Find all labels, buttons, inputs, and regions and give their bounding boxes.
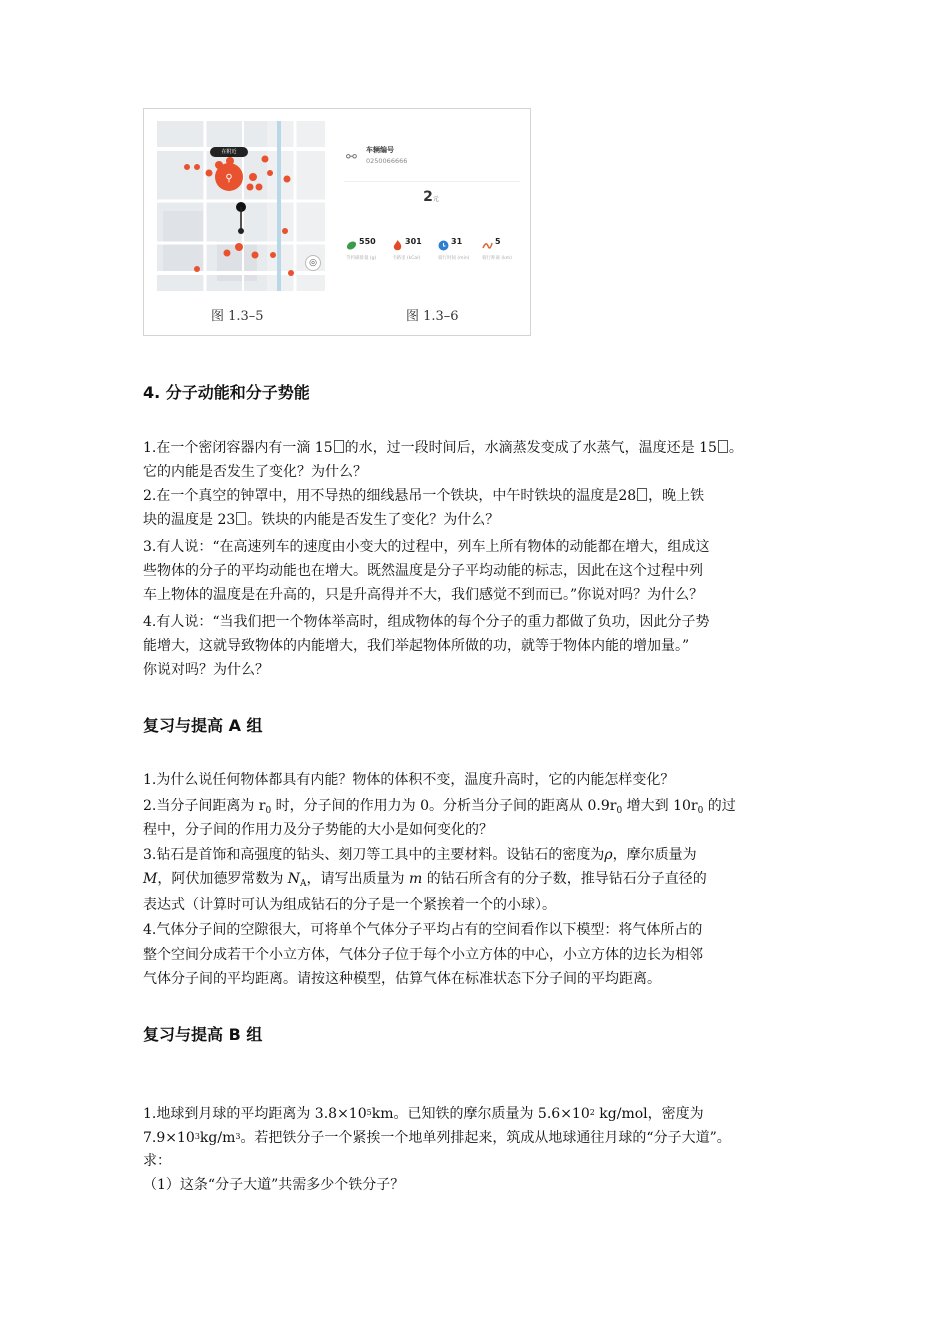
s4-q4-line3: 你说对吗？为什么？: [143, 662, 269, 678]
bike-panel: [342, 139, 520, 289]
groupA-title: 复习与提高 A 组: [143, 716, 263, 735]
svg-text:⚲: ⚲: [225, 173, 233, 184]
section4-title: 4. 分子动能和分子势能: [143, 383, 310, 402]
price-unit: 元: [432, 196, 439, 203]
stat-carbon: [346, 231, 390, 262]
caption-left: 图 1.3–5: [211, 309, 264, 324]
map-tag: 在附近: [221, 149, 237, 155]
stat-value: 301: [405, 237, 422, 246]
stat-distance: [482, 231, 526, 262]
divider: [344, 181, 520, 182]
stat-calorie: [392, 231, 436, 262]
leaf-icon: [346, 236, 357, 247]
a-q4-line3: 气体分子间的平均距离。请按这种模型，估算气体在标准状态下分子间的平均距离。: [143, 971, 661, 987]
a-q4-line2: 整个空间分成若干个小立方体，气体分子位于每个小立方体的中心，小立方体的边长为相邻: [143, 947, 703, 963]
bike-number: 0250066666: [366, 157, 408, 165]
stat-value: 550: [359, 237, 376, 246]
s4-q3-line3: 车上物体的温度是在升高的，只是升高得并不大，我们感觉不到而已。”你说对吗？为什么？: [143, 587, 704, 603]
stat-label: 骑行时间 (min): [438, 256, 470, 261]
a-q3-line2: M，阿伏加德罗常数为 $N_A$，请写出质量为 m 的钻石所含有的分子数，推导钻石分子直径的: [143, 871, 707, 889]
stat-time: [438, 231, 482, 262]
figure-box: [143, 108, 531, 336]
flame-icon: [392, 236, 403, 247]
b-q1-sub1: （1）这条“分子大道”共需多少个铁分子？: [143, 1177, 405, 1193]
map-image: [157, 121, 325, 291]
stat-label: 骑行距离 (km): [482, 256, 512, 261]
stat-label: 卡路里 (kCal): [392, 256, 421, 261]
s4-q1-line1: 1.在一个密闭容器内有一滴 15 的水，过一段时间后，水滴蒸发变成了水蒸气，温度还是 15 。: [143, 440, 743, 456]
a-q2-line1: 2.当分子间距离为 $r_0$ 时，分子间的作用力为 0。分析当分子间的距离从 $0.9r_0$ 增大到 $10r_0$ 的过: [143, 798, 736, 816]
a-q3-line3: 表达式（计算时可认为组成钻石的分子是一个紧挨着一个的小球）。: [143, 897, 556, 913]
s4-q2-line1: 2.在一个真空的钟罩中，用不导热的细线悬吊一个铁块，中午时铁块的温度是28 ，晚上铁: [143, 488, 705, 504]
caption-right: 图 1.3–6: [406, 309, 459, 324]
s4-q3-line1: 3.有人说：“在高速列车的速度由小变大的过程中，列车上所有物体的动能都在增大，组成这: [143, 539, 710, 555]
s4-q2-line2: 块的温度是 23 。铁块的内能是否发生了变化？为什么？: [143, 512, 500, 528]
route-icon: [482, 236, 493, 247]
s4-q3-line2: 些物体的分子的平均动能也在增大。既然温度是分子平均动能的标志，因此在这个过程中列: [143, 563, 703, 579]
b-q1-line3: 求：: [143, 1153, 171, 1169]
clock-icon: [438, 236, 449, 247]
a-q4-line1: 4.气体分子间的空隙很大，可将单个气体分子平均占有的空间看作以下模型：将气体所占的: [143, 922, 703, 938]
b-q1-line1: 1.地球到月球的平均距离为 $3.8\times 10^5km$。已知铁的摩尔质量为 $5.6\times 10^2$ kg/mol，密度为: [143, 1106, 704, 1122]
s4-q1-line2: 它的内能是否发生了变化？为什么？: [143, 464, 367, 480]
locate-icon: ◎: [305, 255, 321, 271]
a-q2-line2: 程中，分子间的作用力及分子势能的大小是如何变化的？: [143, 822, 493, 838]
a-q3-line1: 3.钻石是首饰和高强度的钻头、刻刀等工具中的主要材料。设钻石的密度为ρ，摩尔质量为: [143, 847, 697, 863]
price-value: 2: [423, 189, 433, 205]
stat-value: 5: [495, 237, 501, 246]
s4-q4-line2: 能增大，这就导致物体的内能增大，我们举起物体所做的功，就等于物体内能的增加量。”: [143, 638, 690, 654]
a-q1: 1.为什么说任何物体都具有内能？物体的体积不变，温度升高时，它的内能怎样变化？: [143, 772, 675, 788]
b-q1-line2: $7.9\times 10^3kg/m^3$。若把铁分子一个紧挨一个地单列排起来，筑成从地球通往月球的“分子大道”。: [143, 1130, 731, 1146]
bicycle-icon: ⚯: [346, 150, 357, 165]
stat-label: 节约碳排量 (g): [346, 256, 377, 261]
stat-value: 31: [451, 237, 463, 246]
groupB-title: 复习与提高 B 组: [143, 1025, 263, 1044]
bike-label: 车辆编号: [366, 146, 394, 154]
ride-price: [342, 189, 520, 205]
s4-q4-line1: 4.有人说：“当我们把一个物体举高时，组成物体的每个分子的重力都做了负功，因此分子势: [143, 614, 710, 630]
